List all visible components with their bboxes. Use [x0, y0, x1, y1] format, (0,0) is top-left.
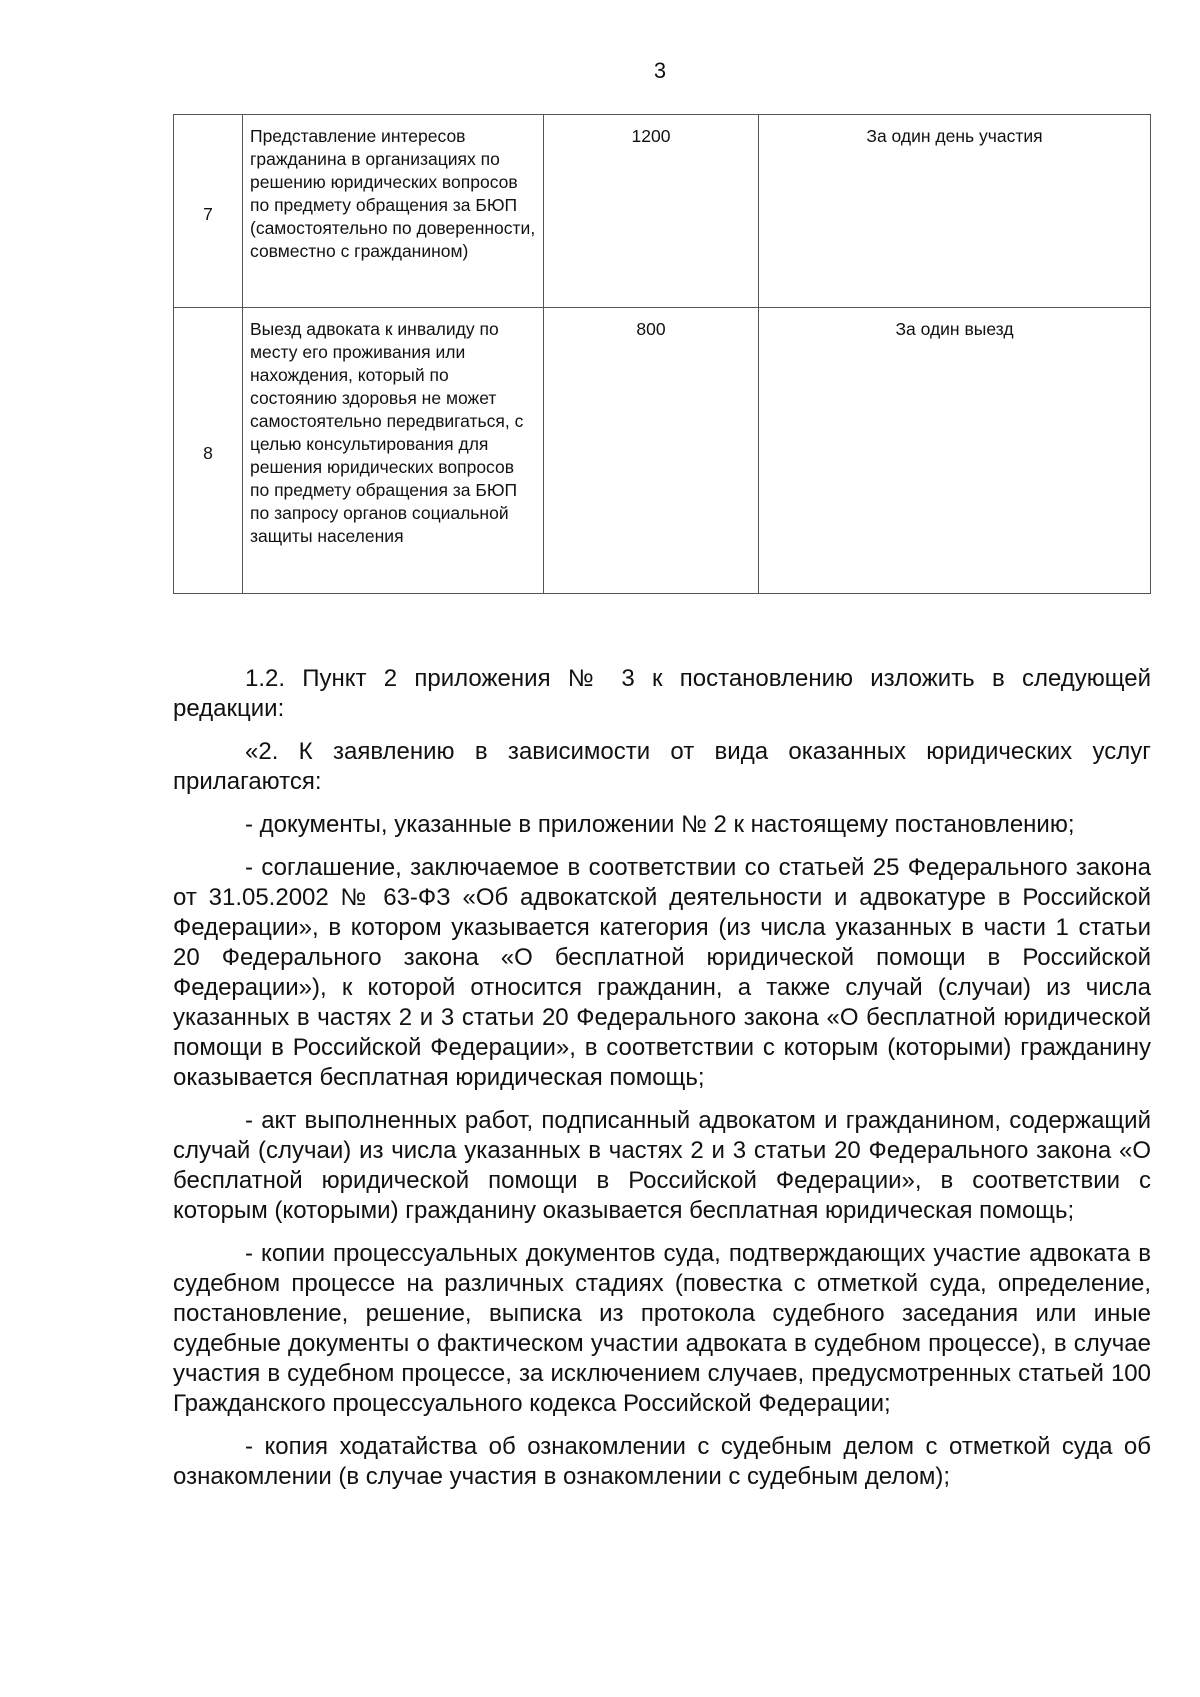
service-description: Выезд адвоката к инвалиду по месту его проживания или нахождения, который по состоянию здоровья не может самостоятельно передвигаться, с целью консультирования для решения юридических вопросов по предмету обращения за БЮП по запросу органов социальной защиты населения — [243, 308, 544, 594]
list-item-documents: - документы, указанные в приложении № 2 к настоящему постановлению; — [245, 811, 1075, 838]
table-row — [174, 308, 1151, 594]
paragraph-intro: «2. К заявлению в зависимости от вида оказанных юридических услуг прилагаются: — [173, 738, 1151, 795]
document-body — [173, 664, 1151, 1505]
list-item-act: - акт выполненных работ, подписанный адвокатом и гражданином, содержащий случай (случаи) из числа указанных в частях 2 и 3 статьи 20 Федерального закона «О бесплатной юридической помощи в Российской Федерации», в соответствии с которым (которыми) гражданину оказывается бесплатная юридическая помощь; — [173, 1107, 1151, 1224]
paragraph-amendment: 1.2. Пункт 2 приложения № 3 к постановлению изложить в следующей редакции: — [173, 665, 1151, 722]
unit-cell: За один выезд — [759, 308, 1151, 594]
list-item-agreement: - соглашение, заключаемое в соответствии со статьей 25 Федерального закона от 31.05.2002 № 63-ФЗ «Об адвокатской деятельности и адвокатуре в Российской Федерации», в котором указывается категория (из числа указанных в части 1 статьи 20 Федерального закона «О бесплатной юридической помощи в Российской Федерации»), к которой относится гражданин, а также случай (случаи) из числа указанных в частях 2 и 3 статьи 20 Федерального закона «О бесплатной юридической помощи в Российской Федерации», в соответствии с которым (которыми) гражданину оказывается бесплатная юридическая помощь; — [173, 854, 1151, 1091]
table-row — [174, 115, 1151, 308]
unit-cell: За один день участия — [759, 115, 1151, 308]
row-number: 8 — [174, 308, 243, 594]
list-item-motion-copy: - копия ходатайства об ознакомлении с судебным делом с отметкой суда об ознакомлении (в случае участия в ознакомлении с судебным делом); — [173, 1433, 1151, 1490]
price-cell: 1200 — [544, 115, 759, 308]
fee-table — [173, 114, 1151, 594]
list-item-court-documents: - копии процессуальных документов суда, подтверждающих участие адвоката в судебном процессе на различных стадиях (повестка с отметкой суда, определение, постановление, решение, выписка из протокола судебного заседания или иные судебные документы о фактическом участии адвоката в судебном процессе), в случае участия в судебном процессе, за исключением случаев, предусмотренных статьей 100 Гражданского процессуального кодекса Российской Федерации; — [173, 1240, 1151, 1417]
price-cell: 800 — [544, 308, 759, 594]
service-description: Представление интересов гражданина в организациях по решению юридических вопросов по предмету обращения за БЮП (самостоятельно по доверенности, совместно с гражданином) — [243, 115, 544, 308]
row-number: 7 — [174, 115, 243, 308]
page-number: 3 — [653, 58, 667, 83]
